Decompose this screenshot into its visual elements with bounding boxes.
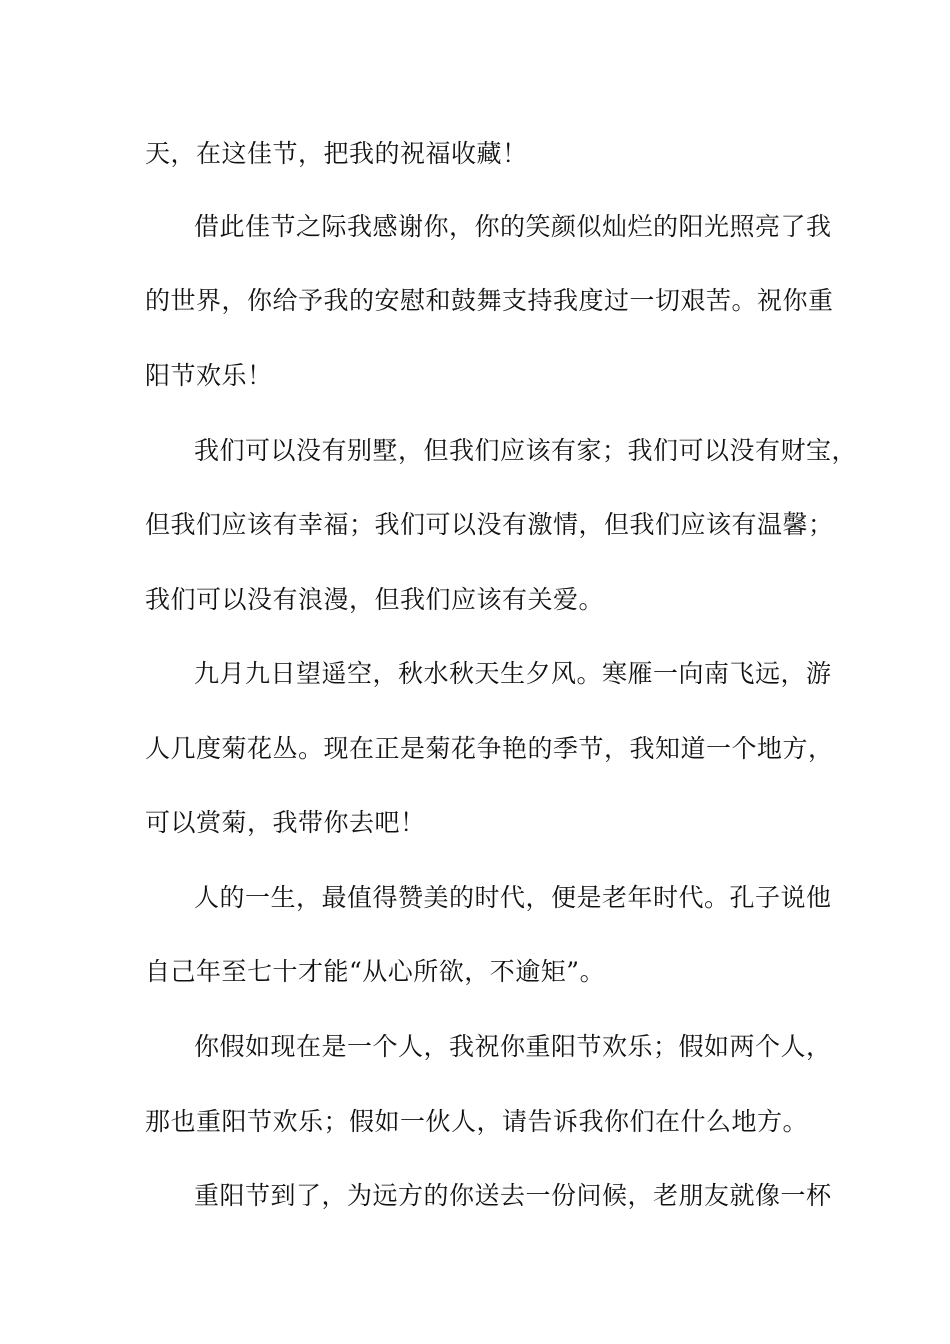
paragraph-first-line: 重阳节到了，为远方的你送去一份问候，老朋友就像一杯 — [194, 1181, 832, 1210]
paragraph-first-line: 你假如现在是一个人，我祝你重阳节欢乐；假如两个人， — [194, 1032, 832, 1061]
text-line: 可以赏菊，我带你去吧！ — [145, 808, 426, 837]
paragraph-first-line: 九月九日望遥空，秋水秋天生夕风。寒雁一向南飞远，游 — [194, 659, 832, 688]
text-line: 的世界，你给予我的安慰和鼓舞支持我度过一切艰苦。祝你重 — [145, 286, 834, 315]
paragraph-first-line: 人的一生，最值得赞美的时代，便是老年时代。孔子说他 — [194, 883, 832, 912]
text-line: 阳节欢乐！ — [145, 361, 273, 390]
paragraph-first-line: 借此佳节之际我感谢你，你的笑颜似灿烂的阳光照亮了我 — [194, 212, 832, 241]
text-line: 天，在这佳节，把我的祝福收藏！ — [145, 139, 528, 168]
text-line: 那也重阳节欢乐；假如一伙人，请告诉我你们在什么地方。 — [145, 1107, 809, 1136]
text-line: 我们可以没有浪漫，但我们应该有关爱。 — [145, 585, 605, 614]
text-line: 自己年至七十才能“从心所欲，不逾矩”。 — [145, 957, 606, 986]
paragraph-first-line: 我们可以没有别墅，但我们应该有家；我们可以没有财宝， — [194, 436, 858, 465]
text-line: 人几度菊花丛。现在正是菊花争艳的季节，我知道一个地方， — [145, 734, 834, 763]
text-line: 但我们应该有幸福；我们可以没有激情，但我们应该有温馨； — [145, 510, 834, 539]
